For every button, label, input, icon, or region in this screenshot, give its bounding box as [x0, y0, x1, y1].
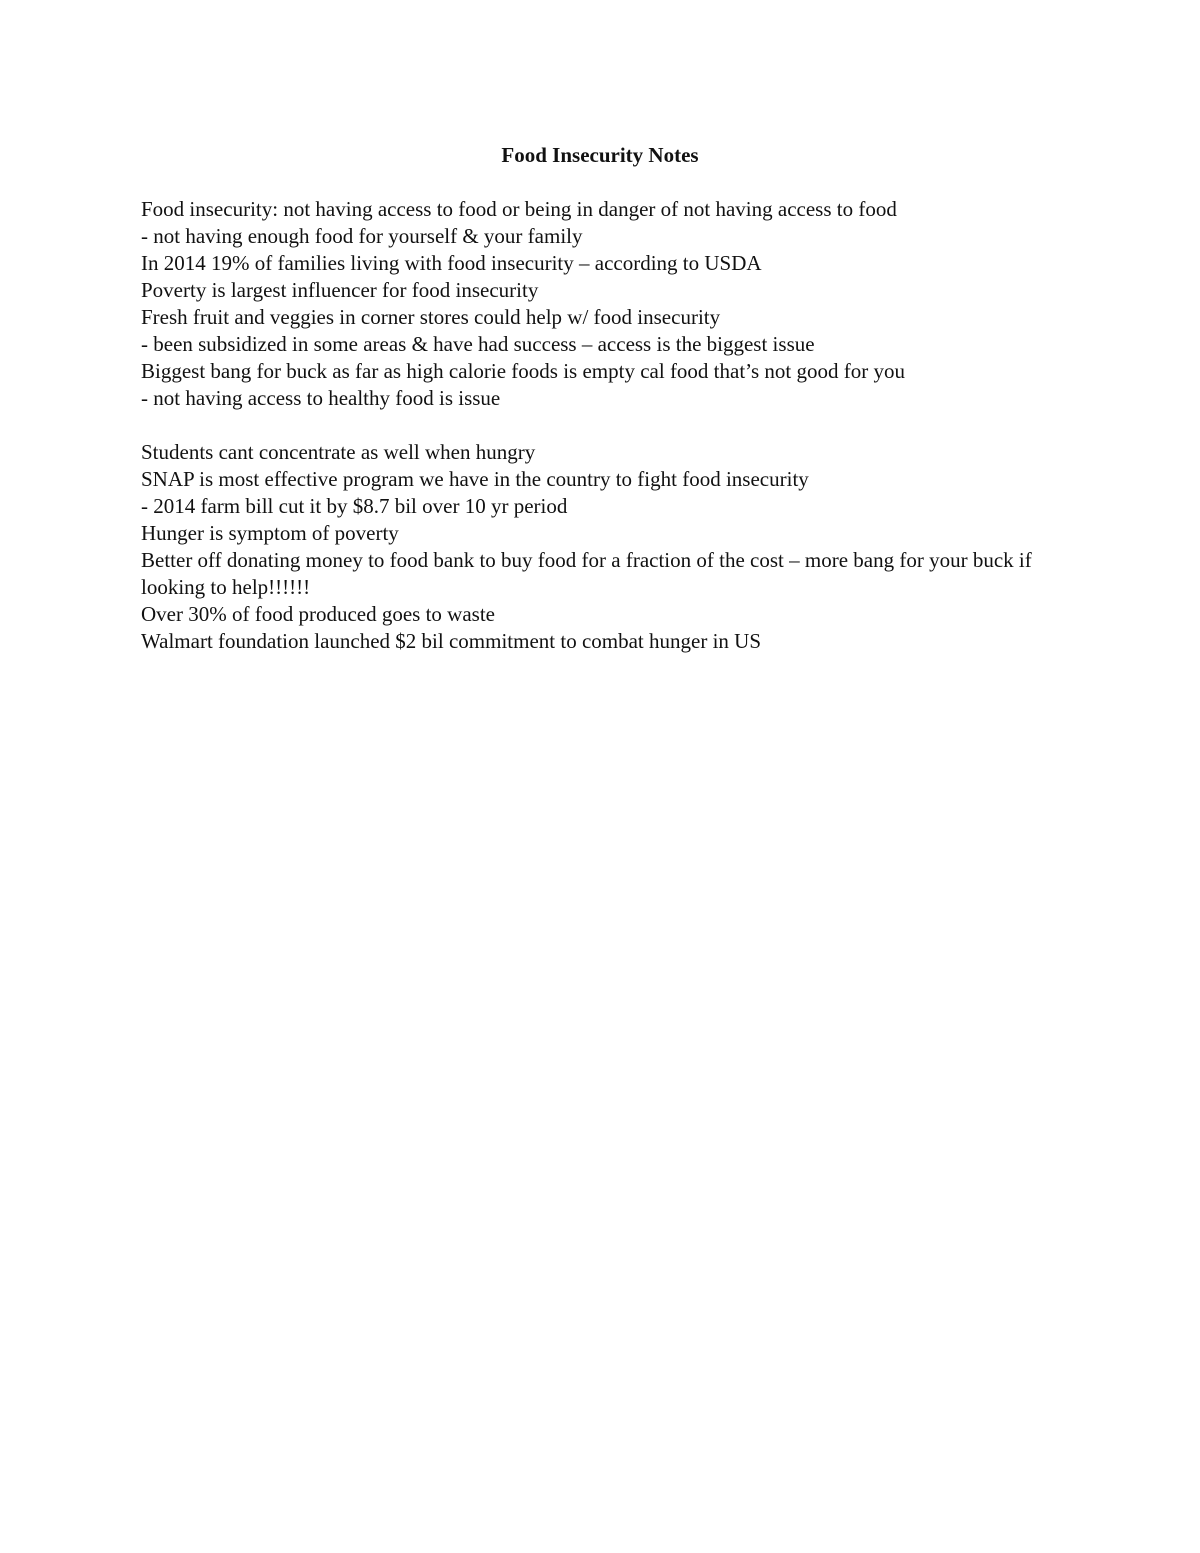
note-line: Walmart foundation launched $2 bil commitment to combat hunger in US [141, 629, 762, 653]
note-line: - been subsidized in some areas & have had success – access is the biggest issue [141, 332, 815, 356]
note-line: - 2014 farm bill cut it by $8.7 bil over 10 yr period [141, 494, 568, 518]
note-line: Hunger is symptom of poverty [141, 521, 399, 545]
note-line: - not having access to healthy food is issue [141, 386, 501, 410]
note-line: SNAP is most effective program we have in the country to fight food insecurity [141, 467, 809, 491]
notes-section-1 [141, 196, 1041, 412]
document-body [141, 142, 1041, 655]
note-line: Food insecurity: not having access to food or being in danger of not having access to food [141, 197, 897, 221]
note-line: Students cant concentrate as well when hungry [141, 440, 536, 464]
document-title: Food Insecurity Notes [501, 143, 699, 167]
paragraph-gap [141, 412, 1041, 439]
note-line: Biggest bang for buck as far as high calorie foods is empty cal food that’s not good for you [141, 359, 905, 383]
notes-section-2 [141, 439, 1041, 655]
note-line: - not having enough food for yourself & your family [141, 224, 583, 248]
note-line: Better off donating money to food bank to buy food for a fraction of the cost – more bang for your buck if looking to help!!!!!! [141, 548, 1032, 599]
note-line: Poverty is largest influencer for food insecurity [141, 278, 539, 302]
note-line: In 2014 19% of families living with food insecurity – according to USDA [141, 251, 762, 275]
note-line: Fresh fruit and veggies in corner stores could help w/ food insecurity [141, 305, 721, 329]
note-line: Over 30% of food produced goes to waste [141, 602, 495, 626]
